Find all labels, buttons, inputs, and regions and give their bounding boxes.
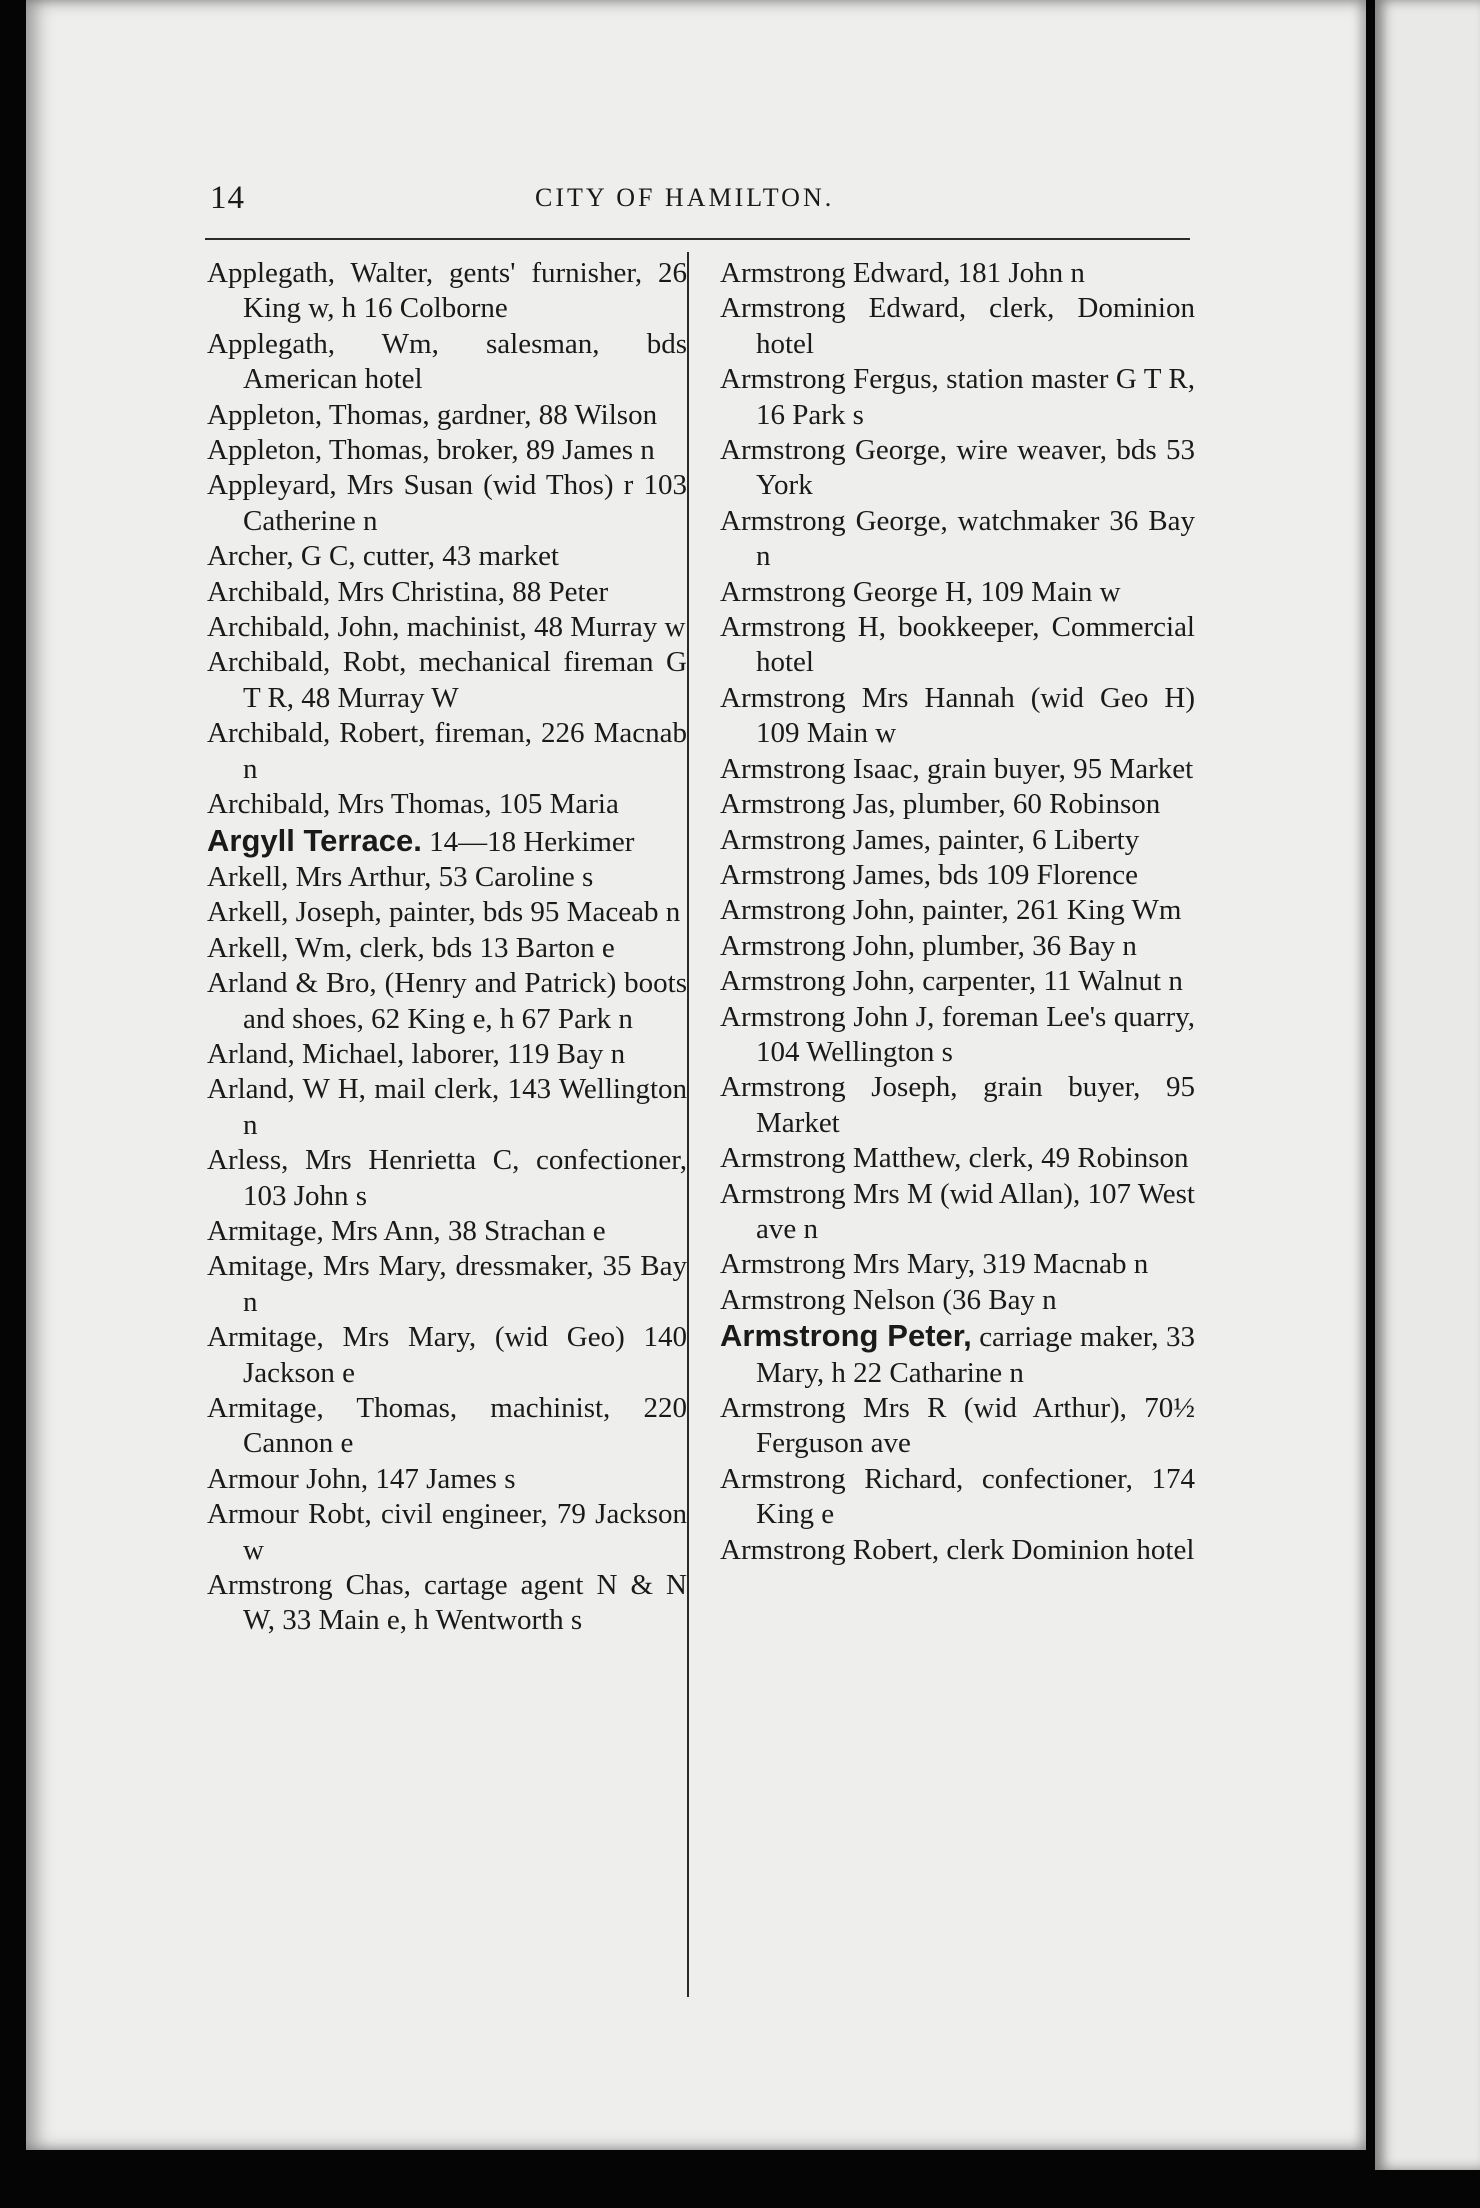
entry-text: Applegath, Walter, gents' furnisher, 26 King w, h 16 Colborne — [207, 257, 687, 325]
left-column — [207, 256, 687, 1639]
directory-entry — [207, 575, 687, 610]
entry-text: Armitage, Mrs Mary, (wid Geo) 140 Jackson e — [207, 1321, 687, 1389]
directory-entry — [720, 752, 1195, 787]
directory-entry — [207, 468, 687, 539]
entry-text: Armstrong John, plumber, 36 Bay n — [720, 929, 1137, 962]
directory-entry — [207, 610, 687, 645]
directory-entry — [207, 398, 687, 433]
entry-text: Armstrong Mrs M (wid Allan), 107 West ave n — [720, 1177, 1195, 1245]
entry-text: Archibald, John, machinist, 48 Murray w — [207, 611, 686, 644]
directory-entry — [720, 787, 1195, 822]
directory-entry — [720, 893, 1195, 928]
header-rule — [205, 238, 1190, 240]
running-title: CITY OF HAMILTON. — [535, 183, 835, 212]
entry-name-bold: Argyll Terrace. — [207, 822, 422, 858]
entry-text: Armstrong Chas, cartage agent N & N W, 33 Main e, h Wentworth s — [207, 1569, 687, 1637]
directory-entry — [207, 539, 687, 574]
directory-entry — [720, 1177, 1195, 1248]
directory-entry — [207, 823, 687, 860]
directory-entry — [207, 966, 687, 1037]
entry-text: Arkell, Wm, clerk, bds 13 Barton e — [207, 931, 615, 964]
directory-entry — [207, 327, 687, 398]
column-divider — [687, 252, 689, 1997]
directory-entry — [720, 291, 1195, 362]
directory-entry — [720, 256, 1195, 291]
entry-text: Armstrong Isaac, grain buyer, 95 Market — [720, 752, 1194, 785]
entry-text: Armour Robt, civil engineer, 79 Jackson w — [207, 1498, 687, 1566]
entry-text: Armitage, Thomas, machinist, 220 Cannon e — [207, 1392, 687, 1460]
entry-text: Appleton, Thomas, broker, 89 James n — [207, 434, 655, 467]
entry-text: Arland & Bro, (Henry and Patrick) boots and shoes, 62 King e, h 67 Park n — [207, 967, 687, 1035]
entry-text: Armstrong George, wire weaver, bds 53 York — [720, 434, 1195, 502]
entry-text: Armstrong Richard, confectioner, 174 King e — [720, 1462, 1195, 1531]
entry-text: Armstrong Edward, 181 John n — [720, 257, 1085, 289]
entry-text: Armstrong H, bookkeeper, Commercial hotel — [720, 611, 1195, 679]
entry-text: Armstrong George, watchmaker 36 Bay n — [720, 504, 1195, 573]
entry-name-bold: Armstrong Peter, — [720, 1318, 972, 1354]
directory-entry — [207, 1037, 687, 1072]
entry-text: Armstrong James, painter, 6 Liberty — [720, 823, 1140, 856]
directory-entry — [720, 964, 1195, 999]
entry-text: Armstrong John, carpenter, 11 Walnut n — [720, 965, 1183, 998]
directory-entry — [207, 787, 687, 822]
directory-entry — [207, 1391, 687, 1462]
directory-entry — [207, 433, 687, 468]
entry-text: Armstrong John J, foreman Lee's quarry, 104 Wellington s — [720, 1000, 1195, 1068]
entry-text: Armstrong Mrs R (wid Arthur), 70½ Ferguson ave — [720, 1392, 1195, 1460]
directory-entry — [207, 645, 687, 716]
entry-text: Armour John, 147 James s — [207, 1462, 516, 1495]
entry-text: Armstrong Mrs Hannah (wid Geo H) 109 Main w — [720, 681, 1195, 750]
directory-entry — [720, 575, 1195, 610]
directory-entry — [207, 1320, 687, 1391]
directory-entry — [720, 433, 1195, 504]
entry-text: Armstrong Jas, plumber, 60 Robinson — [720, 788, 1161, 821]
directory-entry — [720, 362, 1195, 433]
directory-entry — [207, 1072, 687, 1143]
directory-entry — [207, 1143, 687, 1214]
entry-text: Armstrong John, painter, 261 King Wm — [720, 894, 1182, 927]
entry-text: Armstrong Edward, clerk, Dominion hotel — [720, 292, 1195, 360]
entry-text: Armstrong Mrs Mary, 319 Macnab n — [720, 1248, 1149, 1281]
directory-entry — [207, 931, 687, 966]
entry-text: Archibald, Mrs Christina, 88 Peter — [207, 575, 609, 608]
directory-entry — [720, 1070, 1195, 1141]
entry-text: Arland, Michael, laborer, 119 Bay n — [207, 1037, 626, 1070]
entry-text: Amitage, Mrs Mary, dressmaker, 35 Bay n — [207, 1250, 687, 1318]
directory-entry — [720, 1318, 1195, 1391]
directory-entry — [720, 1000, 1195, 1071]
entry-text: Appleyard, Mrs Susan (wid Thos) r 103 Catherine n — [207, 469, 687, 537]
entry-text: Armstrong George H, 109 Main w — [720, 575, 1121, 608]
entry-text: Archer, G C, cutter, 43 market — [207, 540, 559, 573]
entry-text: Arland, W H, mail clerk, 143 Wellington n — [207, 1073, 687, 1141]
right-column — [720, 256, 1195, 1568]
entry-text: Archibald, Robt, mechanical fireman G T R, 48 Murray W — [207, 646, 687, 714]
entry-text: Armstrong Matthew, clerk, 49 Robinson — [720, 1142, 1189, 1175]
entry-text: Archibald, Robert, fireman, 226 Macnab n — [207, 717, 687, 785]
directory-entry — [207, 1214, 687, 1249]
directory-entry — [207, 716, 687, 787]
directory-entry — [720, 1247, 1195, 1282]
directory-entry — [207, 256, 687, 327]
directory-entry — [720, 858, 1195, 893]
directory-entry — [720, 1462, 1195, 1533]
adjacent-page-edge — [1375, 0, 1480, 2170]
entry-text: Arkell, Mrs Arthur, 53 Caroline s — [207, 860, 594, 893]
directory-entry — [207, 1249, 687, 1320]
entry-text: Armitage, Mrs Ann, 38 Strachan e — [207, 1214, 606, 1247]
entry-text: Arless, Mrs Henrietta C, confectioner, 103 John s — [207, 1144, 687, 1212]
entry-text: Appleton, Thomas, gardner, 88 Wilson — [207, 398, 658, 431]
directory-entry — [207, 895, 687, 930]
directory-entry — [720, 1141, 1195, 1176]
directory-entry — [720, 610, 1195, 681]
directory-entry — [207, 860, 687, 895]
entry-text: Applegath, Wm, salesman, bds American hotel — [207, 327, 687, 396]
entry-text: Armstrong Joseph, grain buyer, 95 Market — [720, 1071, 1195, 1139]
directory-entry — [207, 1568, 687, 1639]
directory-entry — [720, 1283, 1195, 1318]
page-number: 14 — [210, 180, 245, 216]
directory-entry — [720, 1391, 1195, 1462]
entry-text: Armstrong James, bds 109 Florence — [720, 858, 1139, 891]
entry-text: Armstrong Nelson (36 Bay n — [720, 1283, 1057, 1316]
entry-text: Armstrong Robert, clerk Dominion hotel — [720, 1533, 1195, 1566]
directory-entry — [207, 1462, 687, 1497]
entry-text: Arkell, Joseph, painter, bds 95 Maceab n — [207, 896, 681, 929]
entry-text: carriage maker, 33 Mary, h 22 Catharine n — [756, 1321, 1196, 1389]
entry-text: Armstrong Fergus, station master G T R, 16 Park s — [720, 363, 1195, 431]
directory-entry — [720, 1533, 1195, 1568]
entry-text: 14—18 Herkimer — [429, 825, 635, 858]
directory-entry — [720, 929, 1195, 964]
directory-entry — [720, 823, 1195, 858]
entry-text: Archibald, Mrs Thomas, 105 Maria — [207, 788, 619, 821]
directory-entry — [720, 504, 1195, 575]
directory-entry — [720, 681, 1195, 752]
directory-entry — [207, 1497, 687, 1568]
